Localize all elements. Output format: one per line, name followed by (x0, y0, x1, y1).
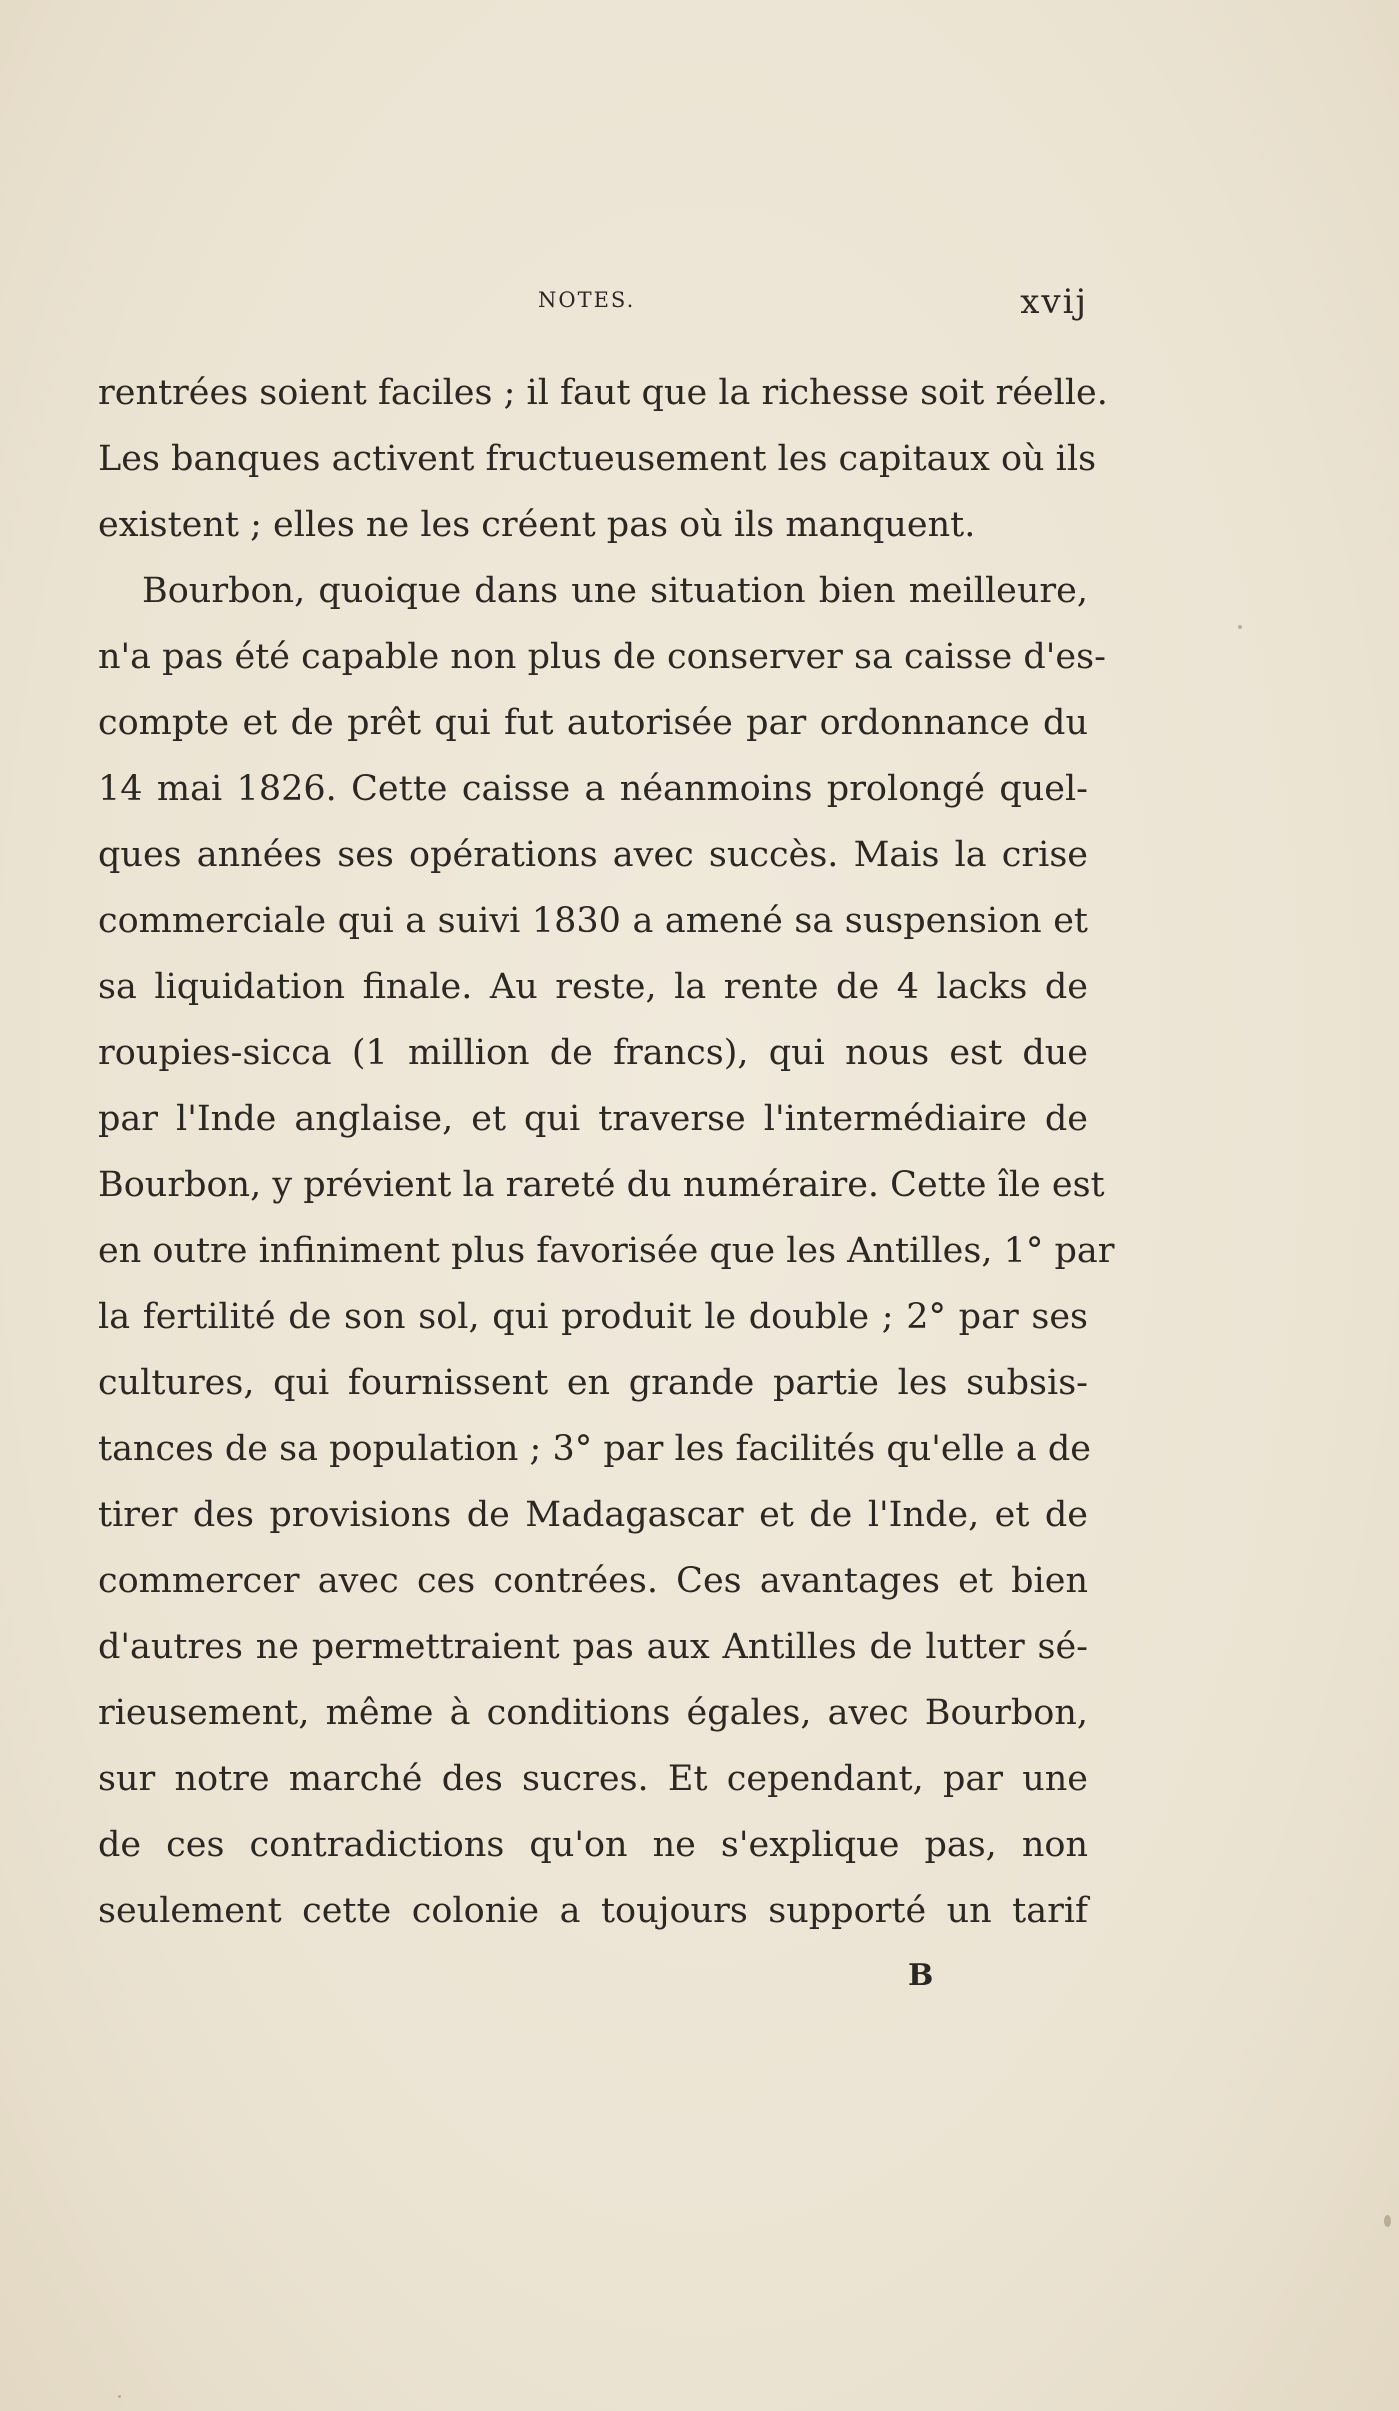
text-line: sa liquidation finale. Au reste, la rente de 4 lacks de (98, 967, 1088, 1007)
text-line: Bourbon, quoique dans une situation bien meilleure, (142, 571, 1088, 611)
text-line: rentrées soient faciles ; il faut que la richesse soit réelle. (98, 373, 1108, 413)
text-line: 14 mai 1826. Cette caisse a néanmoins prolongé quel- (98, 769, 1088, 809)
text-line: ques années ses opérations avec succès. Mais la crise (98, 835, 1088, 875)
text-line: de ces contradictions qu'on ne s'explique pas, non (98, 1825, 1088, 1865)
text-line: commerciale qui a suivi 1830 a amené sa suspension et (98, 901, 1088, 941)
text-line: par l'Inde anglaise, et qui traverse l'intermédiaire de (98, 1099, 1088, 1139)
paper-speck (118, 2395, 121, 2398)
text-line: tances de sa population ; 3° par les facilités qu'elle a de (98, 1429, 1091, 1469)
paper-speck (1384, 2215, 1391, 2227)
running-title: NOTES. (538, 288, 636, 312)
page-number: xvij (1020, 282, 1088, 322)
text-line: en outre infiniment plus favorisée que les Antilles, 1° par (98, 1231, 1115, 1271)
text-line: rieusement, même à conditions égales, avec Bourbon, (98, 1693, 1088, 1733)
text-line: Bourbon, y prévient la rareté du numéraire. Cette île est (98, 1165, 1105, 1205)
text-line: seulement cette colonie a toujours supporté un tarif (98, 1891, 1088, 1931)
body-text (98, 360, 1115, 1944)
signature-mark: B (908, 1958, 934, 1993)
paper-speck (1238, 625, 1242, 629)
text-line: d'autres ne permettraient pas aux Antilles de lutter sé- (98, 1627, 1088, 1667)
text-line: commercer avec ces contrées. Ces avantages et bien (98, 1561, 1088, 1601)
text-line: n'a pas été capable non plus de conserver sa caisse d'es- (98, 637, 1106, 677)
text-line: cultures, qui fournissent en grande partie les subsis- (98, 1363, 1088, 1403)
text-line: tirer des provisions de Madagascar et de l'Inde, et de (98, 1495, 1088, 1535)
text-line: existent ; elles ne les créent pas où ils manquent. (98, 505, 976, 545)
text-line: sur notre marché des sucres. Et cependant, par une (98, 1759, 1088, 1799)
page-header (98, 282, 1088, 322)
text-line: roupies-sicca (1 million de francs), qui nous est due (98, 1033, 1088, 1073)
text-line: la fertilité de son sol, qui produit le double ; 2° par ses (98, 1297, 1088, 1337)
text-line: Les banques activent fructueusement les capitaux où ils (98, 439, 1097, 479)
text-line: compte et de prêt qui fut autorisée par ordonnance du (98, 703, 1088, 743)
